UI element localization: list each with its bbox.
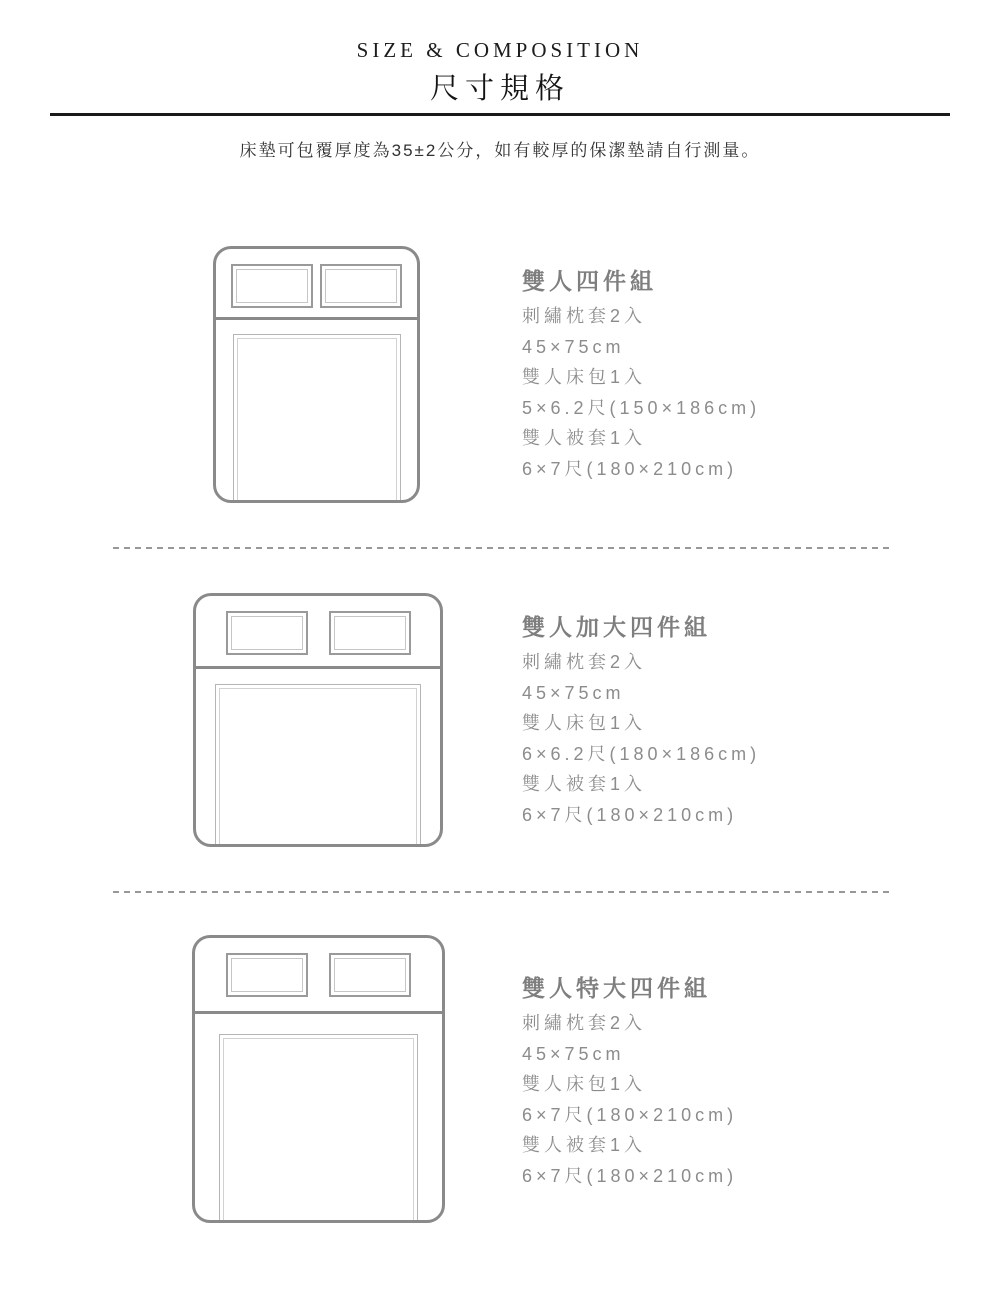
spec-line: 雙人被套1入 bbox=[522, 428, 647, 448]
thickness-note: 床墊可包覆厚度為35±2公分，如有較厚的保潔墊請自行測量。 bbox=[239, 141, 761, 160]
pillow-row bbox=[195, 953, 442, 997]
bed-diagram-king bbox=[192, 935, 445, 1223]
spec-line: 刺繡枕套2入 bbox=[522, 652, 647, 672]
spec-block-king bbox=[522, 973, 737, 1191]
pillow-icon bbox=[226, 611, 308, 655]
pillow-icon bbox=[320, 264, 402, 308]
spec-lines bbox=[522, 647, 760, 830]
header-rule bbox=[50, 113, 950, 116]
spec-line: 刺繡枕套2入 bbox=[522, 306, 647, 326]
spec-line: 6×7尺(180×210cm) bbox=[522, 1165, 738, 1186]
spec-line: 刺繡枕套2入 bbox=[522, 1013, 647, 1033]
spec-block-queen bbox=[522, 612, 760, 830]
bed-divider-line bbox=[213, 317, 420, 320]
spec-line: 6×7尺(180×210cm) bbox=[522, 804, 738, 825]
spec-block-double bbox=[522, 266, 760, 484]
spec-line: 6×7尺(180×210cm) bbox=[522, 1104, 738, 1125]
spec-title: 雙人四件組 bbox=[522, 268, 657, 294]
spec-title: 雙人加大四件組 bbox=[522, 614, 711, 640]
section-eyebrow: SIZE & COMPOSITION bbox=[356, 38, 644, 62]
pillow-icon bbox=[226, 953, 308, 997]
spec-line: 雙人床包1入 bbox=[522, 367, 647, 387]
spec-lines bbox=[522, 301, 760, 484]
bed-divider-line bbox=[193, 666, 443, 669]
pillow-icon bbox=[231, 264, 313, 308]
spec-line: 雙人被套1入 bbox=[522, 1135, 647, 1155]
spec-line: 45×75cm bbox=[522, 336, 625, 357]
spec-line: 6×7尺(180×210cm) bbox=[522, 458, 738, 479]
spec-line: 雙人床包1入 bbox=[522, 713, 647, 733]
spec-line: 雙人床包1入 bbox=[522, 1074, 647, 1094]
spec-line: 45×75cm bbox=[522, 682, 625, 703]
spec-title: 雙人特大四件組 bbox=[522, 975, 711, 1001]
spec-line: 6×6.2尺(180×186cm) bbox=[522, 743, 761, 764]
spec-line: 雙人被套1入 bbox=[522, 774, 647, 794]
pillow-icon bbox=[329, 953, 411, 997]
dashed-divider bbox=[113, 891, 889, 893]
sheet-icon bbox=[215, 684, 421, 847]
spec-lines bbox=[522, 1008, 737, 1191]
bed-diagram-queen bbox=[193, 593, 443, 847]
pillow-icon bbox=[329, 611, 411, 655]
bed-diagram-double bbox=[213, 246, 420, 503]
spec-line: 5×6.2尺(150×186cm) bbox=[522, 397, 761, 418]
dashed-divider bbox=[113, 547, 889, 549]
page-title: 尺寸規格 bbox=[429, 73, 570, 105]
pillow-row bbox=[216, 264, 417, 308]
spec-line: 45×75cm bbox=[522, 1043, 625, 1064]
bed-divider-line bbox=[192, 1011, 445, 1014]
sheet-icon bbox=[233, 334, 401, 503]
pillow-row bbox=[196, 611, 440, 655]
sheet-icon bbox=[219, 1034, 418, 1223]
